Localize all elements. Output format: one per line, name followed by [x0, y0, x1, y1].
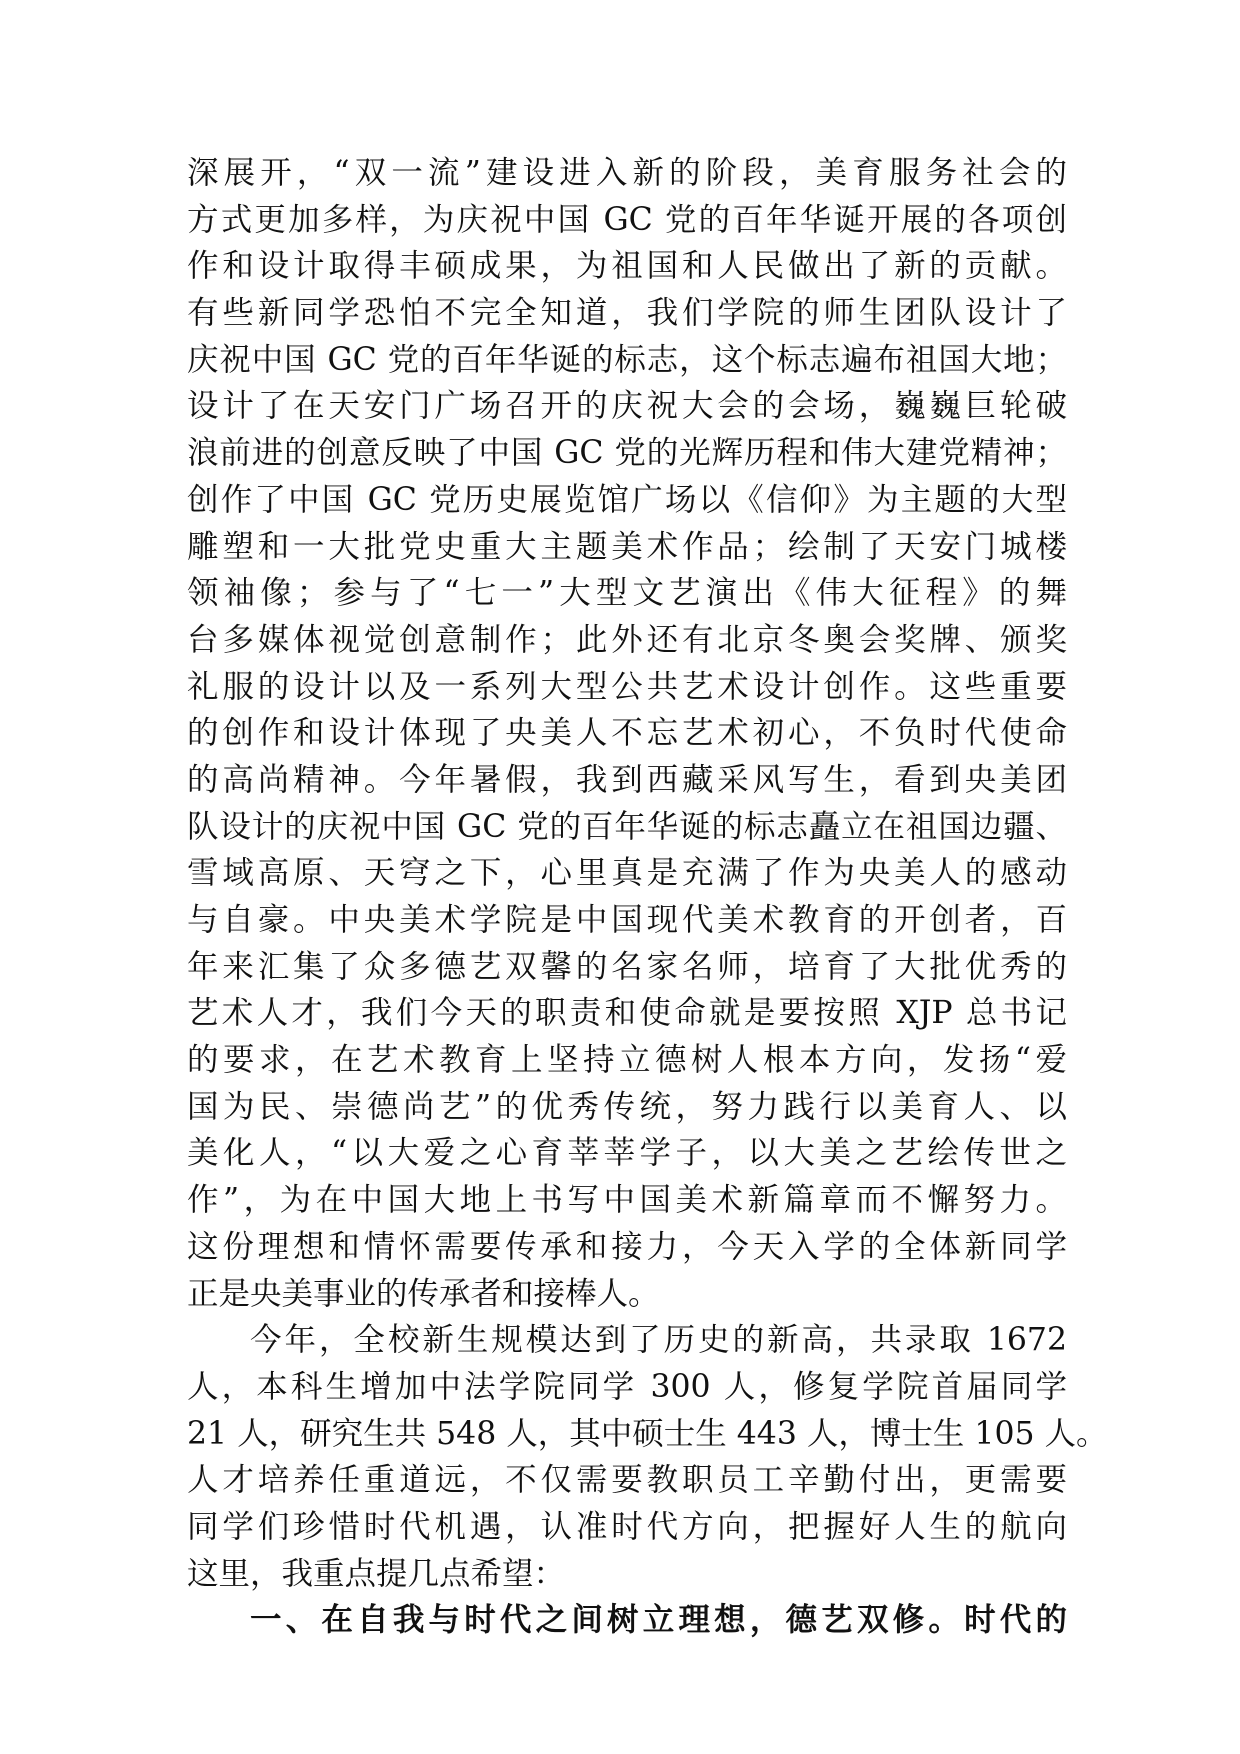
document-body: [187, 150, 1108, 1644]
text-line: 浪前进的创意反映了中国 GC 党的光辉历程和伟大建党精神；: [187, 435, 1067, 472]
text-line: 与自豪。中央美术学院是中国现代美术教育的开创者，百: [187, 902, 1067, 938]
text-line: 创作了中国 GC 党历史展览馆广场以《信仰》为主题的大型: [187, 481, 1067, 518]
text-line: 艺术人才，我们今天的职责和使命就是要按照 XJP 总书记: [187, 995, 1067, 1032]
text-line: 队设计的庆祝中国 GC 党的百年华诞的标志矗立在祖国边疆、: [187, 808, 1067, 845]
text-line: 台多媒体视觉创意制作；此外还有北京冬奥会奖牌、颁奖: [187, 621, 1067, 658]
text-line: 的高尚精神。今年暑假，我到西藏采风写生，看到央美团: [187, 761, 1067, 798]
paragraph-first-line: 今年，全校新生规模达到了历史的新高，共录取 1672: [250, 1322, 1067, 1359]
text-line: 年来汇集了众多德艺双馨的名家名师，培育了大批优秀的: [187, 948, 1067, 985]
text-line: 作和设计取得丰硕成果，为祖国和人民做出了新的贡献。: [187, 248, 1067, 285]
paragraph-first-line: 一、在自我与时代之间树立理想，德艺双修。时代的: [250, 1601, 1067, 1639]
text-line: 的要求，在艺术教育上坚持立德树人根本方向，发扬“爱: [187, 1042, 1067, 1079]
text-line: 的创作和设计体现了央美人不忘艺术初心，不负时代使命: [187, 715, 1067, 752]
text-line: 21 人，研究生共 548 人，其中硕士生 443 人，博士生 105 人。: [187, 1415, 1108, 1452]
text-line: 方式更加多样，为庆祝中国 GC 党的百年华诞开展的各项创: [187, 201, 1067, 238]
text-line: 同学们珍惜时代机遇，认准时代方向，把握好人生的航向: [187, 1508, 1067, 1545]
text-line: 深展开，“双一流”建设进入新的阶段，美育服务社会的: [187, 155, 1067, 191]
text-line: 领袖像；参与了“七一”大型文艺演出《伟大征程》的舞: [187, 575, 1067, 612]
text-line: 国为民、崇德尚艺”的优秀传统，努力践行以美育人、以: [187, 1088, 1067, 1125]
text-line: 设计了在天安门广场召开的庆祝大会的会场，巍巍巨轮破: [187, 388, 1067, 425]
text-line: 礼服的设计以及一系列大型公共艺术设计创作。这些重要: [187, 668, 1067, 705]
text-line: 人，本科生增加中法学院同学 300 人，修复学院首届同学: [187, 1368, 1067, 1405]
text-line: 作”，为在中国大地上书写中国美术新篇章而不懈努力。: [187, 1182, 1067, 1219]
text-line: 雪域高原、天穹之下，心里真是充满了作为央美人的感动: [187, 855, 1067, 892]
text-line: 雕塑和一大批党史重大主题美术作品；绘制了天安门城楼: [187, 528, 1067, 565]
text-line: 这里，我重点提几点希望：: [187, 1555, 566, 1592]
text-line: 美化人，“以大爱之心育莘莘学子，以大美之艺绘传世之: [187, 1135, 1067, 1172]
text-line: 庆祝中国 GC 党的百年华诞的标志，这个标志遍布祖国大地；: [187, 341, 1067, 378]
text-line: 有些新同学恐怕不完全知道，我们学院的师生团队设计了: [187, 295, 1067, 332]
text-line: 人才培养任重道远，不仅需要教职员工辛勤付出，更需要: [187, 1462, 1067, 1499]
text-line: 正是央美事业的传承者和接棒人。: [187, 1275, 660, 1312]
text-line: 这份理想和情怀需要传承和接力，今天入学的全体新同学: [187, 1228, 1067, 1265]
